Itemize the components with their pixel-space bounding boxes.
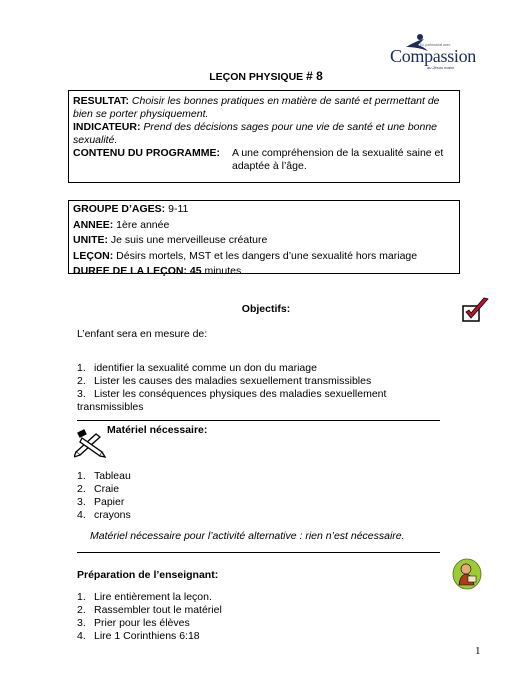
lecon-value: Désirs mortels, MST et les dangers d’une sexualité hors mariage (113, 249, 418, 262)
contenu-text: A une compréhension de la sexualité saine et adaptée à l’âge. (232, 147, 444, 172)
logo-tagline: au Jésus maior (427, 65, 455, 70)
unite-row (73, 233, 455, 249)
contenu-label: CONTENU DU PROGRAMME: (73, 147, 220, 159)
list-item (77, 470, 277, 483)
annee-row (73, 218, 455, 234)
list-item (77, 483, 277, 496)
objectifs-list (77, 362, 407, 414)
preparation-heading: Préparation de l’enseignant: (77, 569, 219, 581)
lecon-label: LEÇON: (73, 249, 114, 262)
materiel-heading: Matériel nécessaire: (107, 424, 208, 436)
logo-top-text: En partenariat avec (420, 43, 451, 47)
list-item (77, 617, 327, 630)
item-number: 4. (77, 630, 86, 642)
annee-label: ANNEE: (73, 218, 114, 231)
groupe-label: GROUPE D’AGES: (73, 203, 166, 215)
duree-value: 45 (186, 265, 202, 277)
list-item (77, 388, 407, 414)
list-item (77, 630, 327, 643)
item-number: 1. (77, 591, 86, 603)
divider (77, 552, 440, 553)
groupe-value: 9-11 (165, 203, 189, 215)
item-text: Rassembler tout le matériel (94, 604, 222, 616)
teacher-icon (452, 558, 482, 590)
annee-value: 1ère année (113, 218, 170, 231)
item-text: Lire 1 Corinthiens 6:18 (94, 630, 200, 642)
item-text: identifier la sexualité comme un don du mariage (94, 362, 317, 374)
item-number: 3. (77, 496, 86, 508)
duree-label: DUREE DE LA LEÇON: (73, 265, 187, 277)
duree-row (73, 264, 455, 280)
unite-label: UNITE: (73, 234, 108, 246)
item-number: 4. (77, 509, 86, 521)
item-number: 1. (77, 470, 86, 482)
title-text: LEÇON PHYSIQUE (209, 71, 307, 83)
preparation-list (77, 591, 327, 643)
lesson-number: # 8 (306, 69, 323, 83)
contenu-row (73, 147, 455, 173)
item-number: 2. (77, 375, 86, 387)
item-number: 3. (77, 617, 86, 629)
indicateur-row (73, 121, 455, 147)
item-number: 2. (77, 483, 86, 495)
materiel-alternative: Matériel nécessaire pour l’activité alternative : rien n’est nécessaire. (90, 530, 405, 542)
pencils-icon (74, 428, 106, 458)
item-number: 1. (77, 362, 86, 374)
duree-unit: minutes (201, 265, 242, 277)
logo-word: Compassion (390, 46, 477, 66)
lecon-row (73, 249, 455, 265)
item-text: Papier (94, 496, 125, 508)
resultat-row (73, 95, 455, 121)
item-text: Craie (94, 483, 120, 495)
outcome-box (68, 90, 460, 183)
unite-value: Je suis une merveilleuse créature (108, 234, 268, 246)
item-text: Lister les causes des maladies sexuellement transmissibles (94, 375, 372, 387)
page-number: 1 (475, 645, 481, 657)
lesson-info-box (68, 200, 460, 277)
list-item (77, 591, 327, 604)
item-text: Lire entièrement la leçon. (94, 591, 212, 603)
divider (77, 420, 440, 421)
resultat-label: RESULTAT: (73, 95, 129, 107)
item-text: Lister les conséquences physiques des maladies sexuellement transmissibles (77, 388, 387, 413)
objectifs-intro: L’enfant sera en mesure de: (77, 328, 208, 340)
list-item (77, 362, 407, 375)
item-text: Tableau (94, 470, 131, 482)
item-text: Prier pour les élèves (94, 617, 190, 629)
list-item (77, 604, 327, 617)
materiel-list (77, 470, 277, 522)
item-text: crayons (94, 509, 131, 521)
page-title (0, 69, 532, 83)
list-item (77, 496, 277, 509)
checkmark-icon (462, 297, 490, 323)
indicateur-label: INDICATEUR: (73, 121, 141, 133)
list-item (77, 509, 277, 522)
objectifs-heading: Objectifs: (241, 303, 291, 315)
item-number: 2. (77, 604, 86, 616)
resultat-text: Choisir les bonnes pratiques en matière de santé et permettant de bien se porter physiquement. (73, 95, 440, 120)
indicateur-text: Prend des décisions sages pour une vie de santé et une bonne sexualité. (73, 121, 438, 146)
list-item (77, 375, 407, 388)
groupe-row (73, 202, 455, 218)
compassion-logo (384, 33, 484, 71)
item-number: 3. (77, 388, 86, 400)
